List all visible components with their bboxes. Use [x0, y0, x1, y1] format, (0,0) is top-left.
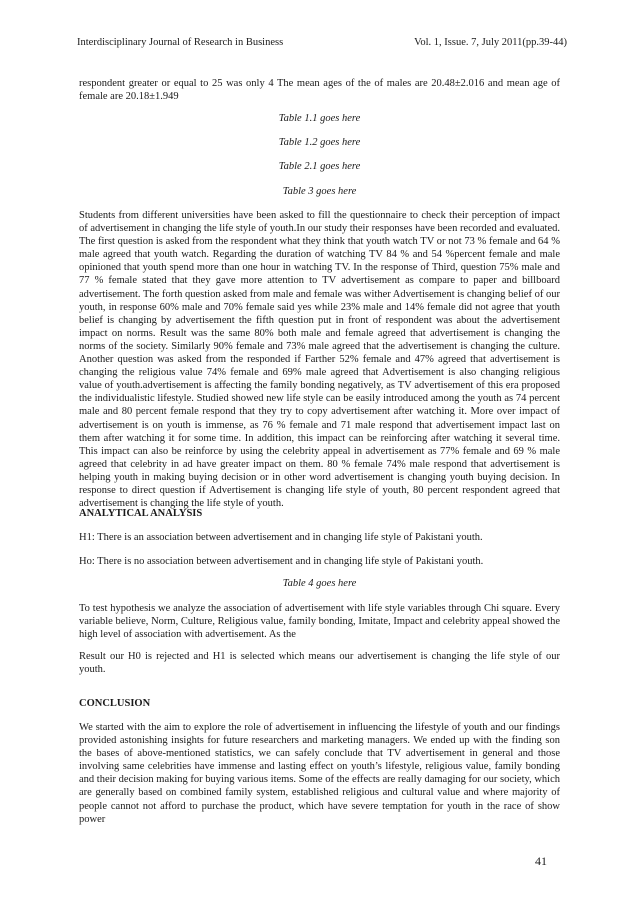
table-note-2-1: Table 2.1 goes here [278, 161, 361, 172]
result-paragraph: Result our H0 is rejected and H1 is selected which means our advertisement is changing the life style of our youth. [79, 651, 560, 676]
table-note-1-2: Table 1.2 goes here [278, 137, 361, 148]
running-header [72, 37, 567, 48]
table-note-1-1: Table 1.1 goes here [278, 113, 361, 124]
table-note-4: Table 4 goes here [282, 578, 357, 589]
analysis-heading: ANALYTICAL ANALYSIS [79, 508, 203, 519]
page-number: 41 [535, 854, 547, 868]
test-paragraph: To test hypothesis we analyze the association of advertisement with life style variables through Chi square. Every variable believe, Norm, Culture, Religious value, family bonding, Imitate, Impact and celebrity appeal showed the high level of association with advertisement. As the [79, 603, 560, 641]
conclusion-paragraph: We started with the aim to explore the role of advertisement in influencing the lifestyle of youth and our findings provided astonishing insights for future researchers and marketing managers. We ended up with the finding son the bases of above-mentioned statistics, we can safely conclude that TV advertisement in general and those involving same celebrities have immense and lasting effect on youth’s lifestyle, religious value, family bonding and their decision making for buying various items. Some of the effects are really damaging for our society, which are generally based on combined family system, established religious and cultural value and where majority of people cannot not afford to purchase the product, which have severe temptation for youth in the race of show power [79, 722, 560, 825]
results-paragraph: Students from different universities have been asked to fill the questionnaire to check their perception of impact of advertisement in changing the life style of youth.In our study their responses have been recorded and evaluated. The first question is asked from the respondent what they think that youth watch TV or not 73 % female and 64 % male agreed that youth watch. Regarding the duration of watching TV 84 % and 54 %percent female and male opinioned that youth spend more than one hour in watching TV. In the response of Third, question 75% male and 77 % female stated that they gave more attention to TV advertisement as compare to paper and billboard advertisement. The forth question asked from male and female was wither Advertisement is changing belief of our youth, in response 60% male and 70% female said yes while 23% male and 14% female did not agree that youth belief is changing by advertisement the fifth question put in front of respondent was about the advertisement impact on norms. Result was the same 80% both male and female agreed that advertisement is changing the norms of the society. Similarly 90% female and 73% male agreed that the advertisement is changing the culture. Another question was asked from the responded if Farther 52% female and 47% agreed that advertisement is changing the religious value 74% female and 69% male agreed that Advertisement is also changing religious value of youth.advertisement is affecting the family bonding negatively, as TV advertisement of this era proposed the individualistic lifestyle. Studied showed new life style can be easily introduced among the youth as 74 percent male and 80 percent female respond that they try to copy advertisement after watching it. More over impact of advertisement is on youth is immense, as 76 % female and 71 male respond that advertisement impact last on them after watching it for some time. In addition, this impact can be reinforcing after watching it several time. This impact can also be reinforce by using the celebrity appeal in advertisement as 77% female and 69 % male agreed that celebrity in ad have greater impact on them. 80 % female 74% male respond that advertisement is helping youth in making buying decision or in other word advertisement is changing youth buying decision. In response to direct question if Advertisement is changing life style of youth, 80 percent respondent agreed that advertisement is changing the life style of youth. [79, 210, 560, 510]
conclusion-heading: CONCLUSION [79, 698, 151, 709]
table-note-3: Table 3 goes here [282, 186, 357, 197]
intro-paragraph: respondent greater or equal to 25 was only 4 The mean ages of the of males are 20.48±2.016 and mean age of female are 20.18±1.949 [79, 78, 560, 103]
hypothesis-h0: Ho: There is no association between advertisement and in changing life style of Pakistani youth. [79, 556, 484, 567]
journal-title: Interdisciplinary Journal of Research in Business [77, 37, 284, 48]
hypothesis-h1: H1: There is an association between advertisement and in changing life style of Pakistani youth. [79, 532, 483, 543]
issue-info: Vol. 1, Issue. 7, July 2011(pp.39-44) [414, 37, 567, 48]
